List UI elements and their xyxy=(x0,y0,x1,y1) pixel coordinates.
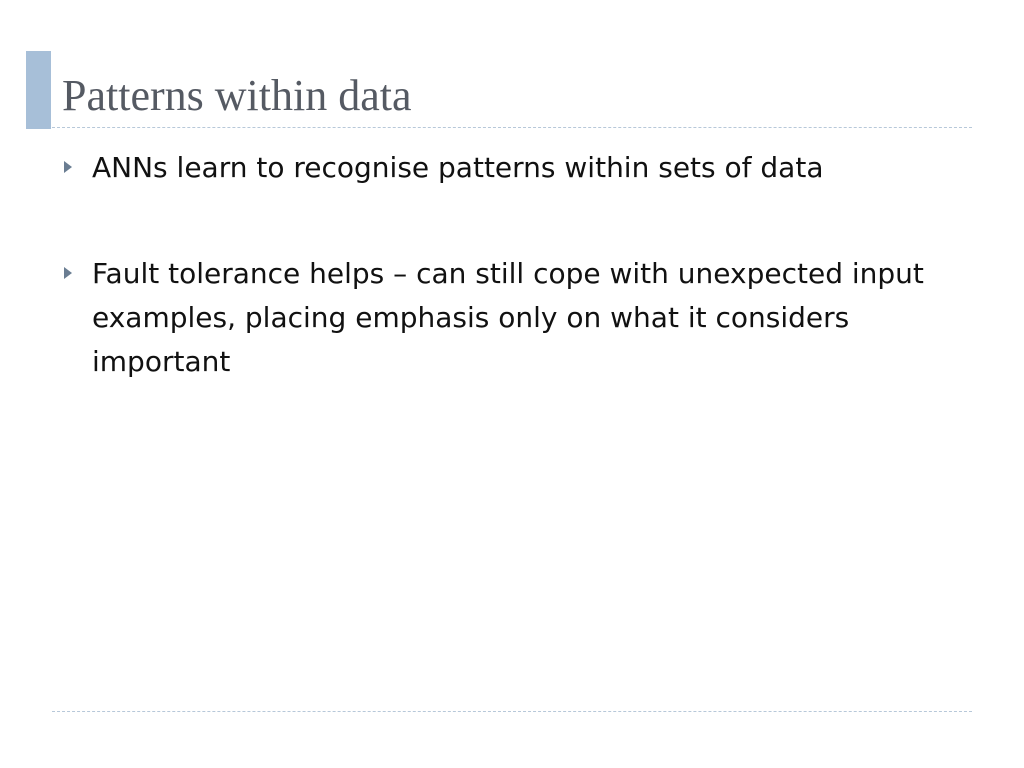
title-divider xyxy=(52,127,972,128)
bullet-item xyxy=(62,146,962,190)
bullet-text: Fault tolerance helps – can still cope with unexpected input examples, placing emphasis only on what it considers important xyxy=(92,257,933,378)
title-accent-bar xyxy=(26,51,51,129)
bullet-list xyxy=(62,146,962,384)
footer-divider xyxy=(52,711,972,712)
triangle-right-icon xyxy=(64,161,72,173)
bullet-item xyxy=(62,252,962,384)
slide-title: Patterns within data xyxy=(62,71,412,120)
bullet-text: ANNs learn to recognise patterns within sets of data xyxy=(92,151,824,184)
triangle-right-icon xyxy=(64,267,72,279)
